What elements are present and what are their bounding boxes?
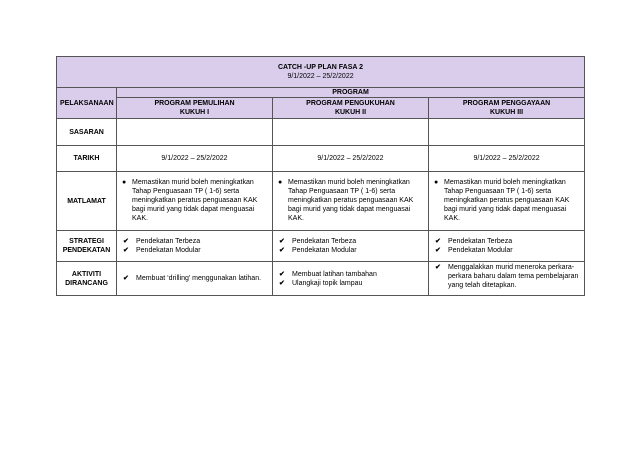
check-icon: ✔ (279, 247, 285, 254)
column-name: PROGRAM PENGGAYAAN (462, 100, 551, 107)
strategi-cell (117, 231, 273, 262)
plan-date-range: 9/1/2022 – 25/2/2022 (287, 73, 354, 80)
list-item (276, 270, 425, 279)
list-item (120, 246, 269, 255)
column-name: PROGRAM PEMULIHAN (154, 100, 235, 107)
column-sub: KUKUH II (334, 109, 367, 116)
check-icon: ✔ (123, 275, 129, 282)
list-item (432, 263, 581, 290)
column-sub: KUKUH III (489, 109, 524, 116)
program-header: PROGRAM (117, 88, 585, 98)
matlamat-text: Memastikan murid boleh meningkatkan Tahap Penguasaan TP ( 1-6) serta meningkatkan peratus penguasaan KAK bagi murid yang tidak dapat menguasai KAK. (288, 179, 414, 222)
tarikh-row (57, 146, 585, 172)
matlamat-row (57, 172, 585, 231)
strategi-cell (273, 231, 429, 262)
matlamat-cell (117, 172, 273, 231)
strategi-text: Pendekatan Modular (292, 247, 357, 254)
aktiviti-label-line2: DIRANCANG (65, 279, 108, 287)
strategi-text: Pendekatan Terbeza (292, 238, 357, 245)
tarikh-label: TARIKH (57, 146, 117, 172)
check-icon: ✔ (123, 238, 129, 245)
aktiviti-text: Ulangkaji topik lampau (292, 279, 363, 287)
aktiviti-row (57, 262, 585, 296)
aktiviti-label-line1: AKTIVITI (71, 270, 102, 278)
program-columns-row (57, 98, 585, 119)
list-item (276, 246, 425, 255)
catch-up-plan-table (56, 56, 585, 296)
title-row (57, 57, 585, 88)
strategi-cell (429, 231, 585, 262)
aktiviti-cell (429, 262, 585, 296)
strategi-label (57, 231, 117, 262)
tarikh-value: 9/1/2022 – 25/2/2022 (273, 146, 429, 172)
list-item (432, 178, 581, 223)
column-sub: KUKUH I (179, 109, 210, 116)
list-item (120, 237, 269, 246)
check-icon: ✔ (279, 279, 285, 287)
check-icon: ✔ (279, 270, 285, 278)
aktiviti-text: Membuat ‘drilling’ menggunakan latihan. (136, 275, 262, 282)
aktiviti-text: Membuat latihan tambahan (292, 270, 377, 278)
strategi-text: Pendekatan Terbeza (448, 238, 513, 245)
check-icon: ✔ (435, 247, 441, 254)
pelaksanaan-header: PELAKSANAAN (57, 88, 117, 119)
list-item (432, 237, 581, 246)
list-item (120, 178, 269, 223)
bullet-icon: ● (122, 179, 127, 186)
matlamat-label: MATLAMAT (57, 172, 117, 231)
matlamat-text: Memastikan murid boleh meningkatkan Tahap Penguasaan TP ( 1-6) serta meningkatkan peratus penguasaan KAK bagi murid yang tidak dapat menguasai KAK. (444, 179, 570, 222)
list-item (432, 246, 581, 255)
aktiviti-cell (117, 262, 273, 296)
list-item (120, 274, 269, 283)
strategi-label-line2: PENDEKATAN (62, 247, 111, 254)
column-name: PROGRAM PENGUKUHAN (306, 100, 395, 107)
column-header-pemulihan (117, 98, 273, 119)
tarikh-value: 9/1/2022 – 25/2/2022 (117, 146, 273, 172)
sasaran-cell (273, 119, 429, 146)
matlamat-text: Memastikan murid boleh meningkatkan Tahap Penguasaan TP ( 1-6) serta meningkatkan peratus penguasaan KAK bagi murid yang tidak dapat menguasai KAK. (132, 179, 258, 222)
check-icon: ✔ (435, 264, 441, 271)
list-item (276, 279, 425, 288)
tarikh-value: 9/1/2022 – 25/2/2022 (429, 146, 585, 172)
check-icon: ✔ (435, 238, 441, 245)
list-item (276, 237, 425, 246)
matlamat-cell (429, 172, 585, 231)
strategi-text: Pendekatan Terbeza (136, 238, 201, 245)
plan-title: CATCH -UP PLAN FASA 2 (278, 64, 364, 71)
header-row (57, 88, 585, 98)
strategi-row (57, 231, 585, 262)
strategi-text: Pendekatan Modular (136, 247, 201, 254)
matlamat-cell (273, 172, 429, 231)
list-item (276, 178, 425, 223)
aktiviti-label (57, 262, 117, 296)
sasaran-cell (429, 119, 585, 146)
title-cell (57, 57, 585, 88)
check-icon: ✔ (123, 247, 129, 254)
bullet-icon: ● (278, 179, 283, 186)
aktiviti-cell (273, 262, 429, 296)
column-header-penggayaan (429, 98, 585, 119)
check-icon: ✔ (279, 238, 285, 245)
sasaran-label: SASARAN (57, 119, 117, 146)
sasaran-row (57, 119, 585, 146)
strategi-label-line1: STRATEGI (69, 238, 104, 245)
column-header-pengukuhan (273, 98, 429, 119)
sasaran-cell (117, 119, 273, 146)
strategi-text: Pendekatan Modular (448, 247, 513, 254)
aktiviti-text: Menggalakkan murid meneroka perkara-perkara baharu dalam tema pembelajaran yang telah ditetapkan. (448, 264, 579, 289)
bullet-icon: ● (434, 179, 439, 186)
